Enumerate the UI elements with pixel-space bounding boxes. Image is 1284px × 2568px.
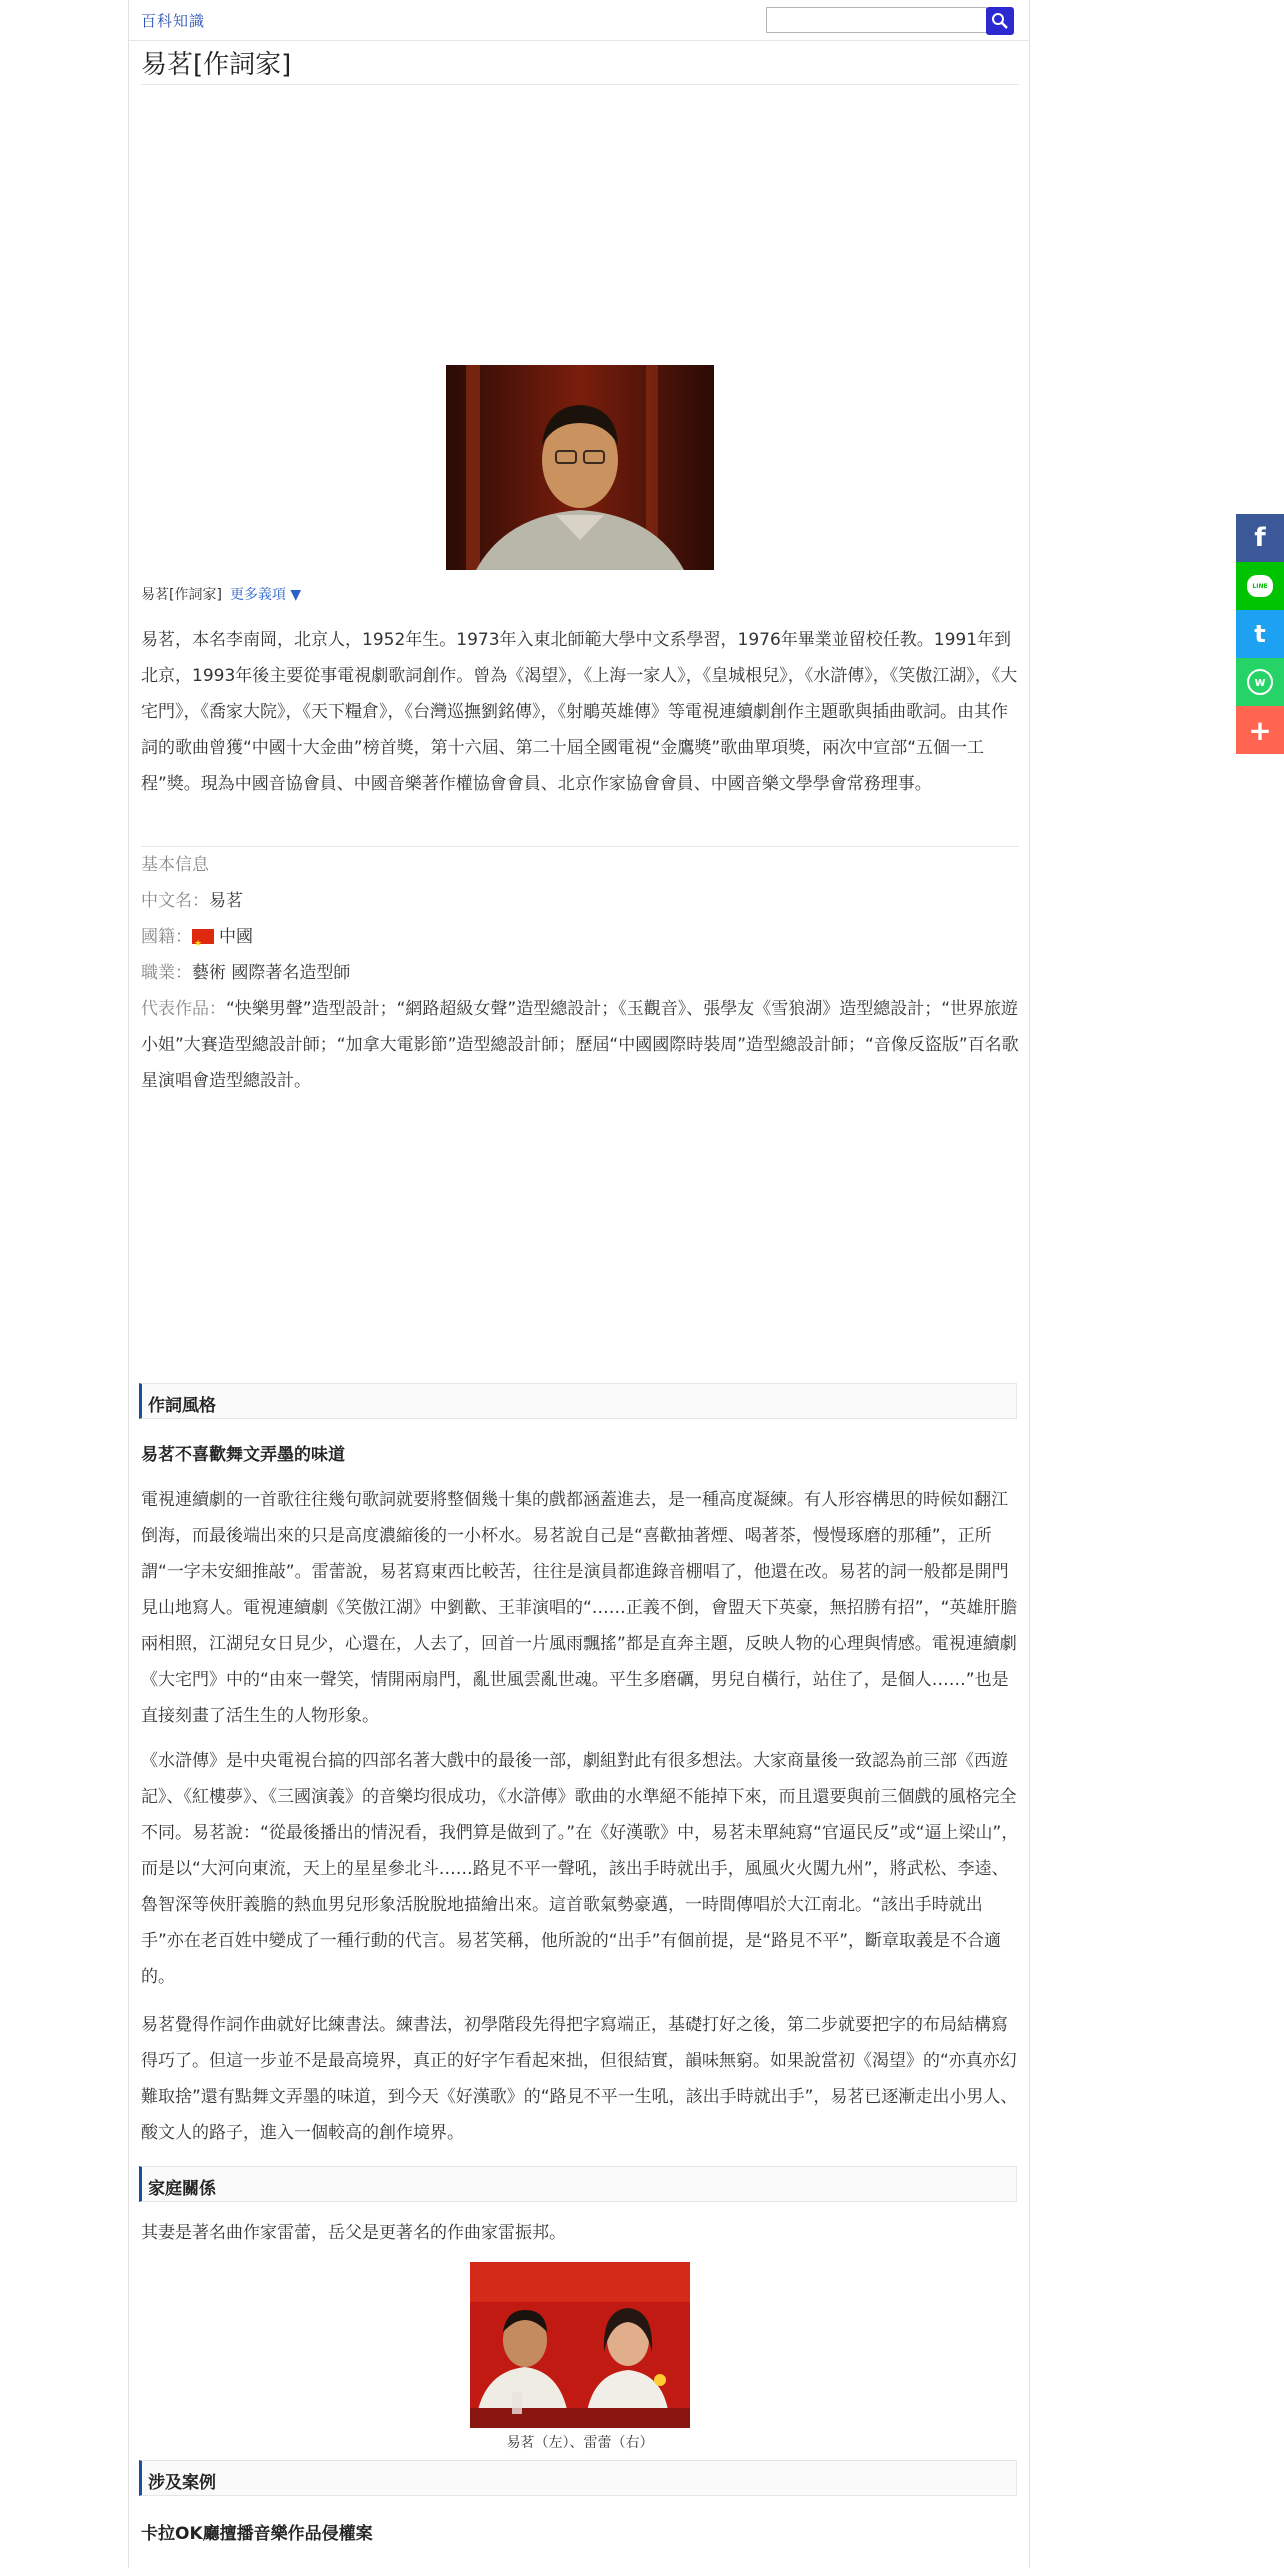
portrait-photo [446, 365, 714, 570]
share-facebook-button[interactable] [1236, 514, 1284, 562]
cases-subheading: 卡拉OK廳擅播音樂作品侵權案 [141, 2524, 373, 2544]
divider [141, 84, 1019, 85]
info-row-works [141, 991, 1019, 1099]
more-meanings-link[interactable]: 更多義項 ▼ [229, 587, 302, 603]
page-title: 易茗[作詞家] [141, 50, 292, 80]
search-icon [991, 12, 1009, 30]
search-input[interactable] [766, 7, 987, 33]
share-line-button[interactable] [1236, 562, 1284, 610]
style-subheading: 易茗不喜歡舞文弄墨的味道 [141, 1445, 345, 1465]
caption-name: 易茗[作詞家] [141, 587, 222, 603]
search-button[interactable] [986, 7, 1014, 35]
info-value: 中國 [219, 927, 253, 947]
section-header-style [139, 1383, 1017, 1419]
section-title: 家庭關係 [148, 2179, 216, 2199]
info-label: 國籍： [141, 927, 192, 947]
twitter-icon: t [1254, 620, 1266, 648]
share-twitter-button[interactable] [1236, 610, 1284, 658]
info-row-chinese-name [141, 883, 1019, 919]
site-logo[interactable]: 百科知識 [141, 12, 206, 30]
info-value: 藝術 國際著名造型師 [192, 963, 351, 983]
info-value: “快樂男聲”造型設計；“網路超級女聲”造型總設計；《玉觀音》、張學友《雪狼湖》造型總設計；“世界旅遊小姐”大賽造型總設計師；“加拿大電影節”造型總設計師；歷屆“中國國際時裝周”造型總設計師；“音像反盜版”百名歌星演唱會造型總設計。 [141, 999, 1019, 1091]
divider [141, 846, 1019, 847]
info-label: 中文名： [141, 891, 209, 911]
basic-info-heading: 基本信息 [141, 855, 209, 875]
info-label: 代表作品： [141, 999, 226, 1019]
section-header-family [139, 2166, 1017, 2202]
share-whatsapp-button[interactable] [1236, 658, 1284, 706]
top-bar [129, 0, 1029, 41]
family-photo-caption: 易茗（左）、雷蕾（右） [506, 2435, 654, 2451]
intro-paragraph: 易茗，本名李南岡，北京人，1952年生。1973年入東北師範大學中文系學習，1976年畢業並留校任教。1991年到北京，1993年後主要從事電視劇歌詞創作。曾為《渴望》，《上海一家人》，《皇城根兒》，《水滸傳》，《笑傲江湖》，《大宅門》，《喬家大院》，《天下糧倉》，《台灣巡撫劉銘傳》，《射鵰英雄傳》等電視連續劇創作主題歌與插曲歌詞。由其作詞的歌曲曾獲“中國十大金曲”榜首獎，第十六屆、第二十屆全國電視“金鷹獎”歌曲單項獎，兩次中宣部“五個一工程”獎。現為中國音協會員、中國音樂著作權協會會員、北京作家協會會員、中國音樂文學學會常務理事。 [141, 630, 1018, 794]
page-container [128, 0, 1030, 2568]
share-more-button[interactable] [1236, 706, 1284, 754]
plus-icon: + [1248, 713, 1272, 747]
family-photo [470, 2262, 690, 2428]
style-paragraph-2: 《水滸傳》是中央電視台搞的四部名著大戲中的最後一部，劇組對此有很多想法。大家商量後一致認為前三部《西遊記》、《紅樓夢》、《三國演義》的音樂均很成功，《水滸傳》歌曲的水準絕不能掉下來，而且還要與前三個戲的風格完全不同。易茗說：“從最後播出的情況看，我們算是做到了。”在《好漢歌》中，易茗未單純寫“官逼民反”或“逼上梁山”，而是以“大河向東流，天上的星星參北斗……路見不平一聲吼，該出手時就出手，風風火火闖九州”，將武松、李逵、魯智深等俠肝義膽的熱血男兒形象活脫脫地描繪出來。這首歌氣勢豪邁，一時間傳唱於大江南北。“該出手時就出手”亦在老百姓中變成了一種行動的代言。易茗笑稱，他所說的“出手”有個前提，是“路見不平”，斷章取義是不合適的。 [141, 1751, 1019, 1987]
whatsapp-icon: w [1247, 669, 1273, 695]
china-flag-icon [192, 929, 214, 944]
section-title: 涉及案例 [148, 2473, 216, 2493]
section-title: 作詞風格 [148, 1396, 216, 1416]
style-paragraph-3: 易茗覺得作詞作曲就好比練書法。練書法，初學階段先得把字寫端正，基礎打好之後，第二步就要把字的布局結構寫得巧了。但這一步並不是最高境界，真正的好字乍看起來拙，但很結實，韻味無窮。如果說當初《渴望》的“亦真亦幻難取捨”還有點舞文弄墨的味道，到今天《好漢歌》的“路見不平一生吼，該出手時就出手”，易茗已逐漸走出小男人、酸文人的路子，進入一個較高的創作境界。 [141, 2015, 1018, 2143]
info-row-nationality [141, 919, 1019, 955]
line-icon: LINE [1247, 575, 1273, 597]
caption-row [141, 584, 301, 604]
section-header-cases [139, 2460, 1017, 2496]
info-label: 職業： [141, 963, 192, 983]
info-value: 易茗 [209, 891, 243, 911]
family-paragraph: 其妻是著名曲作家雷蕾，岳父是更著名的作曲家雷振邦。 [141, 2223, 566, 2243]
info-row-occupation [141, 955, 1019, 991]
style-paragraph-1: 電視連續劇的一首歌往往幾句歌詞就要將整個幾十集的戲都涵蓋進去，是一種高度凝練。有人形容構思的時候如翻江倒海，而最後端出來的只是高度濃縮後的一小杯水。易茗說自己是“喜歡抽著煙、喝著茶，慢慢琢磨的那種”，正所謂“一字未安細推敲”。雷蕾說，易茗寫東西比較苦，往往是演員都進錄音棚唱了，他還在改。易茗的詞一般都是開門見山地寫人。電視連續劇《笑傲江湖》中劉歡、王菲演唱的“……正義不倒，會盟天下英豪，無招勝有招”，“英雄肝膽兩相照，江湖兒女日見少，心還在，人去了，回首一片風雨飄搖”都是直奔主題，反映人物的心理與情感。電視連續劇《大宅門》中的“由來一聲笑，情開兩扇門，亂世風雲亂世魂。平生多磨礪，男兒自橫行，站住了，是個人……”也是直接刻畫了活生生的人物形象。 [141, 1490, 1018, 1726]
facebook-icon: f [1254, 523, 1266, 553]
